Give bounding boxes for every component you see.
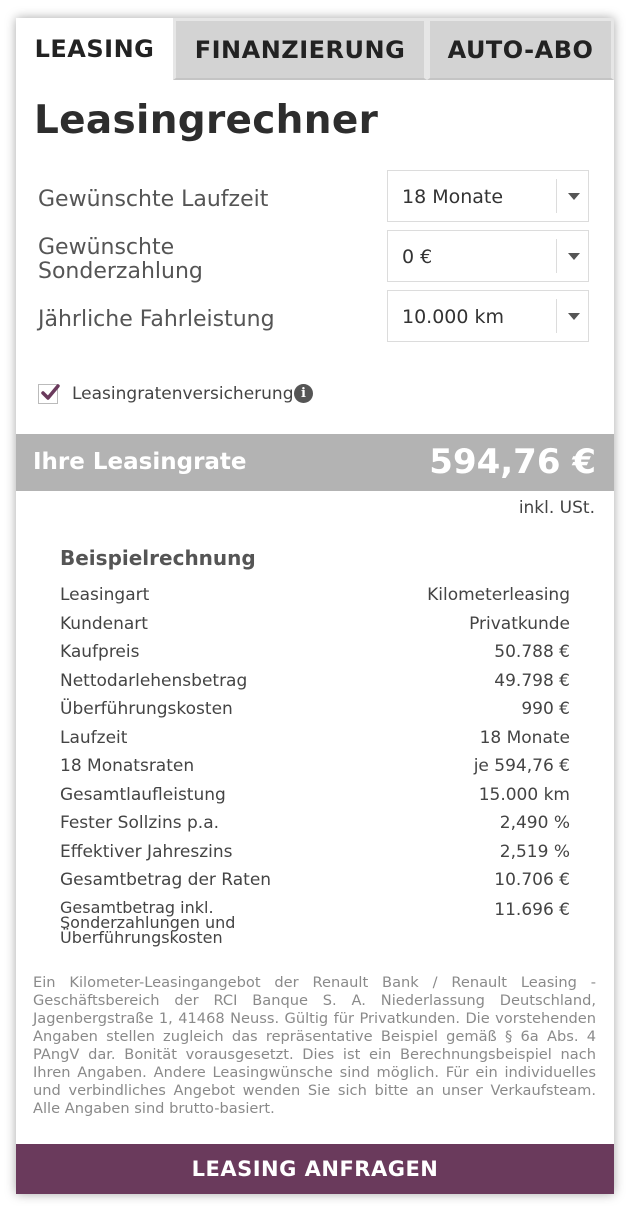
laufzeit-select[interactable] — [387, 170, 589, 222]
row-key: 18 Monatsraten — [60, 756, 195, 776]
checkmark-icon — [39, 382, 61, 404]
select-divider — [556, 239, 557, 273]
row-value: 49.798 € — [494, 671, 570, 691]
row-key: Leasingart — [60, 585, 150, 605]
fahrleistung-value: 10.000 km — [402, 306, 505, 328]
row-value: Kilometerleasing — [427, 585, 570, 605]
row-value: 18 Monate — [479, 728, 570, 748]
leasing-request-button[interactable]: LEASING ANFRAGEN — [16, 1144, 614, 1194]
info-icon[interactable]: i — [294, 384, 313, 403]
row-key: Gesamtlaufleistung — [60, 785, 226, 805]
vat-note: inkl. USt. — [518, 498, 595, 518]
tab-bar — [16, 18, 614, 80]
row-value: 2,519 % — [499, 842, 570, 862]
row-key: Kaufpreis — [60, 642, 140, 662]
chevron-down-icon — [568, 313, 580, 320]
row-value: Privatkunde — [469, 614, 570, 634]
page-title: Leasingrechner — [34, 98, 379, 143]
fahrleistung-select[interactable] — [387, 290, 589, 342]
row-key: Laufzeit — [60, 728, 128, 748]
row-key: Überführungskosten — [60, 699, 233, 719]
tab-finanzierung[interactable]: FINANZIERUNG — [173, 18, 427, 80]
leasing-calculator-card — [16, 18, 614, 1194]
field-label-fahrleistung: Jährliche Fahrleistung — [38, 307, 275, 332]
sonderzahlung-value: 0 € — [402, 246, 433, 268]
row-key: Kundenart — [60, 614, 148, 634]
tab-leasing[interactable]: LEASING — [16, 18, 173, 80]
field-label-line: Sonderzahlung — [38, 259, 203, 284]
insurance-label[interactable]: Leasingratenversicherung — [72, 384, 294, 404]
field-label-laufzeit: Gewünschte Laufzeit — [38, 187, 269, 212]
sonderzahlung-select[interactable] — [387, 230, 589, 282]
select-divider — [556, 179, 557, 213]
row-value: 15.000 km — [478, 785, 570, 805]
tab-auto-abo[interactable]: AUTO-ABO — [427, 18, 614, 80]
chevron-down-icon — [568, 253, 580, 260]
row-value: 11.696 € — [494, 900, 570, 920]
laufzeit-value: 18 Monate — [402, 186, 504, 208]
row-key: Fester Sollzins p.a. — [60, 813, 220, 833]
row-value: 990 € — [521, 699, 570, 719]
row-key: Gesamtbetrag inkl. Sonderzahlungen und Überführungskosten — [60, 898, 236, 947]
select-divider — [556, 299, 557, 333]
rate-label: Ihre Leasingrate — [33, 449, 247, 475]
row-value: 50.788 € — [494, 642, 570, 662]
row-value: 2,490 % — [499, 813, 570, 833]
field-label-line: Gewünschte — [38, 235, 175, 260]
row-key: Gesamtbetrag der Raten — [60, 870, 272, 890]
legal-disclaimer: Ein Kilometer-Leasingangebot der Renault Bank / Renault Leasing - Geschäftsbereich der RCI Banque S. A. Niederlassung Deutschland, Jagenbergstraße 1, 41468 Neuss. Gültig für Privatkunden. Die vorstehenden Angaben stellen zugleich das repräsentative Beispiel gemäß § 6a Abs. 4 PAngV dar. Bonität vorausgesetzt. Dies ist ein Berechnungsbeispiel nach Ihren Angaben. Andere Leasingwünsche sind möglich. Für ein individuelles und verbindliches Angebot wenden Sie sich bitte an unser Verkaufsteam. Alle Angaben sind brutto-basiert. — [33, 974, 596, 1117]
field-label-sonderzahlung — [38, 236, 203, 284]
insurance-checkbox[interactable] — [38, 384, 58, 404]
row-value: 10.706 € — [494, 870, 570, 890]
example-title: Beispielrechnung — [60, 546, 256, 570]
row-value: je 594,76 € — [473, 756, 570, 776]
rate-value: 594,76 € — [429, 442, 596, 482]
row-key: Nettodarlehensbetrag — [60, 671, 248, 691]
rate-bar — [16, 434, 614, 491]
row-key: Effektiver Jahreszins — [60, 842, 233, 862]
chevron-down-icon — [568, 193, 580, 200]
